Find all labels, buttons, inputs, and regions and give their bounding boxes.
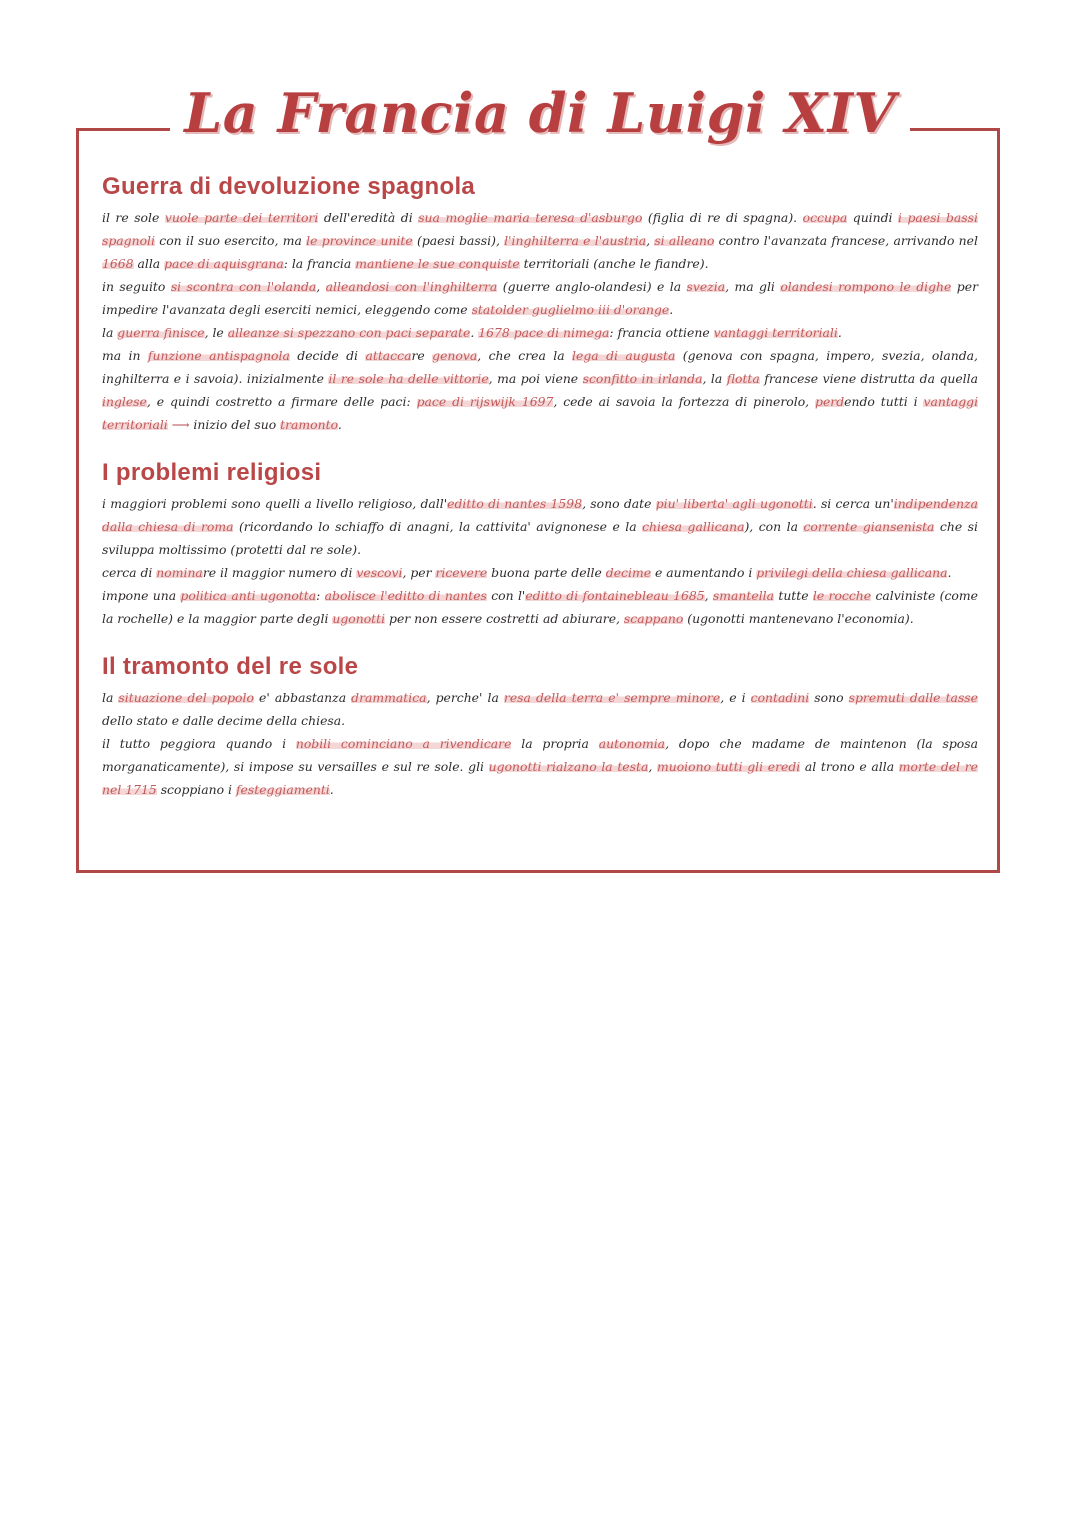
body-text: : [316, 588, 325, 603]
body-text: che si sviluppa moltissimo (protetti dal re sole). [102, 519, 978, 557]
body-text: e aumentando i [651, 565, 757, 580]
highlighted-text: guerra finisce [117, 325, 205, 340]
body-text: contro l'avanzata francese, arrivando nel [714, 233, 978, 248]
arrow-icon: ⟶ [167, 417, 194, 432]
body-text: in seguito [102, 279, 171, 294]
body-text: , ma poi viene [488, 371, 583, 386]
highlighted-text: spremuti dalle tasse [848, 690, 978, 705]
body-text: scoppiano i [156, 782, 236, 797]
body-text: , [704, 588, 713, 603]
highlighted-text: vescovi [356, 565, 403, 580]
body-text: dell'eredità di [318, 210, 419, 225]
page-title: La Francia di Luigi XIV [170, 86, 909, 140]
body-text: (figlia di re di spagna). [642, 210, 803, 225]
body-text: : la francia [283, 256, 356, 271]
body-text: i maggiori problemi sono quelli a livello religioso, dall' [102, 496, 448, 511]
body-text: quindi [847, 210, 899, 225]
paragraph [102, 344, 978, 436]
paragraph [102, 686, 978, 732]
body-text: (genova con spagna, impero, svezia, olanda, inghilterra e i savoia). inizialmente [102, 348, 978, 386]
body-text: inizio del suo [193, 417, 281, 432]
highlighted-text: vantaggi territoriali [102, 394, 979, 432]
paragraph [102, 206, 978, 275]
highlighted-text: resa della terra e' sempre minore [503, 690, 721, 705]
body-text: il re sole [102, 210, 165, 225]
highlighted-text: vuole parte dei territori [164, 210, 319, 225]
body-text: . [947, 565, 952, 580]
highlighted-text: flotta [726, 371, 760, 386]
highlighted-text: sconfitto in irlanda [582, 371, 703, 386]
body-text: al trono e alla [800, 759, 899, 774]
section-0 [102, 172, 978, 436]
body-text: , che crea la [477, 348, 573, 363]
body-text: la propria [511, 736, 599, 751]
highlighted-text: genova [432, 348, 478, 363]
body-text: . si cerca un' [812, 496, 894, 511]
body-text: e' abbastanza [253, 690, 352, 705]
highlighted-text: muoiono tutti gli eredi [656, 759, 801, 774]
body-text: francese viene distrutta da quella [759, 371, 978, 386]
body-text: sono [809, 690, 849, 705]
highlighted-text: 1668 [102, 256, 134, 271]
highlighted-text: tramonto [280, 417, 338, 432]
section-heading: Guerra di devoluzione spagnola [102, 173, 476, 200]
body-text: . [329, 782, 334, 797]
body-text: la [102, 690, 119, 705]
body-text: re [411, 348, 433, 363]
body-text: (ugonotti mantenevano l'economia). [683, 611, 914, 626]
body-text: (ricordando lo schiaffo di anagni, la cattivita' avignonese e la [233, 519, 643, 534]
highlighted-text: i paesi bassi spagnoli [102, 210, 978, 248]
body-text: tutte [774, 588, 813, 603]
highlighted-text: smantella [712, 588, 775, 603]
paragraph [102, 732, 978, 801]
body-text: , sono date [582, 496, 656, 511]
body-text: , e i [720, 690, 751, 705]
highlighted-text: ugonotti [332, 611, 386, 626]
body-text: (paesi bassi), [412, 233, 505, 248]
body-text: , dopo che madame de maintenon (la sposa morganaticamente), si impose su versailles e sul re sole. gli [102, 736, 978, 774]
body-text: , e quindi costretto a firmare delle paci: [146, 394, 417, 409]
highlighted-text: il re sole ha delle vittorie [328, 371, 489, 386]
highlighted-text: decime [605, 565, 652, 580]
highlighted-text: 1678 pace di nimega [478, 325, 610, 340]
body-text: cerca di [102, 565, 157, 580]
highlighted-text: alleanze si spezzano con paci separate [227, 325, 471, 340]
paragraph [102, 492, 978, 561]
highlighted-text: morte del re nel 1715 [102, 759, 978, 797]
body-text: , [316, 279, 326, 294]
body-text: ), con la [744, 519, 804, 534]
highlighted-text: inglese [102, 394, 147, 409]
highlighted-text: sua moglie maria teresa d'asburgo [418, 210, 643, 225]
highlighted-text: indipendenza dalla chiesa di roma [102, 496, 978, 534]
paragraph [102, 561, 978, 584]
highlighted-text: piu' liberta' agli ugonotti [655, 496, 813, 511]
highlighted-text: chiesa gallicana [642, 519, 745, 534]
highlighted-text: politica anti ugonotta [180, 588, 317, 603]
body-text: , per [402, 565, 436, 580]
highlighted-text: le province unite [306, 233, 413, 248]
highlighted-text: svezia [686, 279, 726, 294]
section-heading: I problemi religiosi [102, 459, 322, 486]
body-text: per impedire l'avanzata degli eserciti nemici, eleggendo come [102, 279, 978, 317]
highlighted-text: drammatica [351, 690, 427, 705]
body-text: calviniste (come la rochelle) e la maggior parte degli [102, 588, 978, 626]
highlighted-text: le rocche [812, 588, 872, 603]
highlighted-text: si scontra con l'olanda [170, 279, 317, 294]
section-heading: Il tramonto del re sole [102, 653, 359, 680]
body-text: il tutto peggiora quando i [102, 736, 296, 751]
body-text: endo tutti i [844, 394, 924, 409]
body-text: con il suo esercito, ma [154, 233, 307, 248]
paragraph [102, 275, 978, 321]
body-text: . [669, 302, 674, 317]
body-text: , le [204, 325, 228, 340]
body-text: (guerre anglo-olandesi) e la [497, 279, 687, 294]
highlighted-text: corrente giansenista [803, 519, 935, 534]
page-title-wrap [0, 81, 1080, 145]
highlighted-text: situazione del popolo [118, 690, 254, 705]
body-text: ma in [102, 348, 148, 363]
body-text: , la [702, 371, 727, 386]
highlighted-text: ricevere [435, 565, 488, 580]
section-2 [102, 652, 978, 801]
highlighted-text: privilegi della chiesa gallicana [756, 565, 948, 580]
highlighted-text: statolder guglielmo iii d'orange [471, 302, 670, 317]
highlighted-text: festeggiamenti [235, 782, 330, 797]
highlighted-text: ugonotti rialzano la testa [488, 759, 649, 774]
highlighted-text: editto di fontainebleau 1685 [525, 588, 705, 603]
highlighted-text: mantiene le sue conquiste [355, 256, 520, 271]
body-text: la [102, 325, 118, 340]
highlighted-text: scappano [623, 611, 684, 626]
highlighted-text: autonomia [598, 736, 666, 751]
body-text: : francia ottiene [609, 325, 714, 340]
body-text: per non essere costretti ad abiurare, [385, 611, 624, 626]
body-text: dello stato e dalle decime della chiesa. [102, 713, 346, 728]
highlighted-text: vantaggi territoriali [713, 325, 838, 340]
highlighted-text: abolisce l'editto di nantes [324, 588, 487, 603]
highlighted-text: funzione antispagnola [147, 348, 290, 363]
body-text: . [837, 325, 842, 340]
highlighted-text: occupa [802, 210, 848, 225]
body-text: . [337, 417, 342, 432]
paragraph [102, 584, 978, 630]
body-text: , ma gli [725, 279, 781, 294]
body-text: , perche' la [426, 690, 504, 705]
highlighted-text: perd [815, 394, 845, 409]
body-text: alla [133, 256, 165, 271]
highlighted-text: pace di rijswijk 1697 [416, 394, 554, 409]
body-text: buona parte delle [487, 565, 606, 580]
highlighted-text: alleandosi con l'inghilterra [325, 279, 498, 294]
highlighted-text: editto di nantes 1598 [447, 496, 583, 511]
body-text: , cede ai savoia la fortezza di pinerolo, [553, 394, 816, 409]
highlighted-text: nobili cominciano a rivendicare [295, 736, 512, 751]
highlighted-text: attacca [365, 348, 412, 363]
highlighted-text: lega di augusta [572, 348, 676, 363]
body-text: impone una [102, 588, 181, 603]
section-1 [102, 458, 978, 630]
body-text: . [470, 325, 479, 340]
highlighted-text: olandesi rompono le dighe [780, 279, 952, 294]
body-text: decide di [289, 348, 366, 363]
highlighted-text: contadini [750, 690, 810, 705]
highlighted-text: l'inghilterra e l'austria [504, 233, 647, 248]
body-text: territoriali (anche le fiandre). [519, 256, 709, 271]
highlighted-text: si alleano [654, 233, 715, 248]
body-text: , [648, 759, 657, 774]
highlighted-text: pace di aquisgrana [164, 256, 284, 271]
body-text: re il maggior numero di [202, 565, 357, 580]
paragraph [102, 321, 978, 344]
body-text: , [646, 233, 655, 248]
highlighted-text: nomina [156, 565, 203, 580]
notes-content [102, 172, 978, 801]
body-text: con l' [486, 588, 526, 603]
